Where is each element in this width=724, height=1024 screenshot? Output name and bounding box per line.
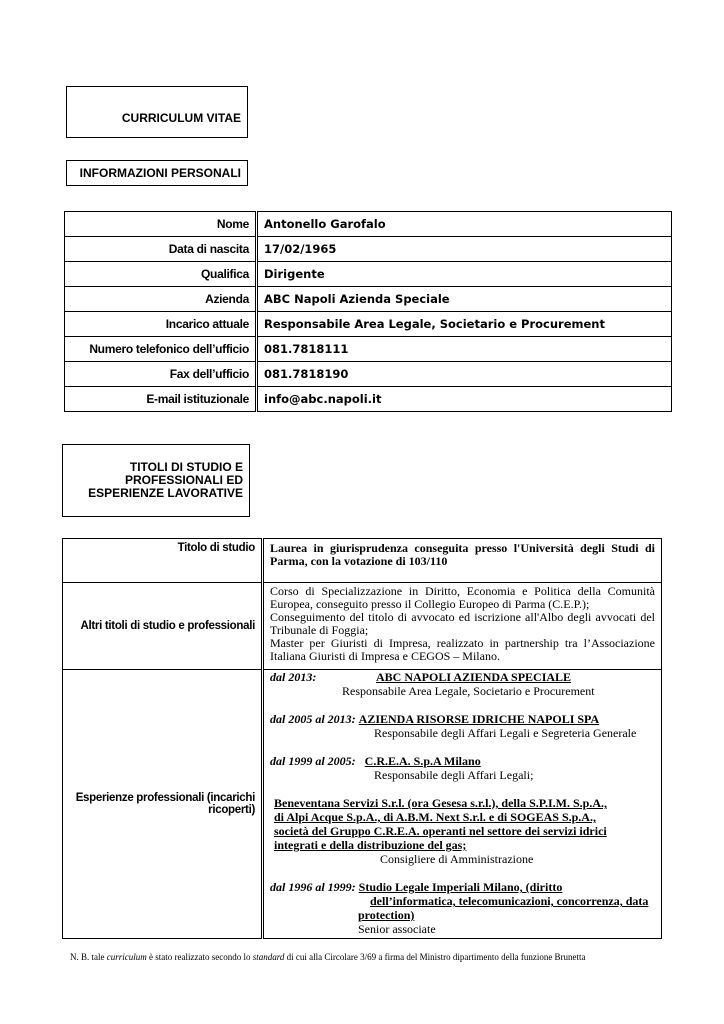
- exp4-org-line2: di Alpi Acque S.p.A., di A.B.M. Next S.r.l. e di SOGEAS S.p.A.,: [274, 810, 596, 824]
- exp3-period: dal 1999 al 2005:: [270, 754, 356, 768]
- other-title-3: Master per Giuristi di Impresa, realizzato in partnership tra l’Associazione Italiana Giuristi di Impresa e CEGOS – Milano.: [270, 636, 655, 663]
- phone-value: 081.7818111: [257, 337, 672, 362]
- other-title-1: Corso di Specializzazione in Diritto, Economia e Politica della Comunità Europea, conseguito presso il Collegio Europeo di Parma (C.E.P.);: [270, 584, 655, 611]
- other-titles-value: [263, 583, 662, 670]
- exp1-period: dal 2013:: [270, 670, 317, 684]
- exp3-org: C.R.E.A. S.p.A Milano: [364, 754, 481, 768]
- table-row: [63, 539, 662, 583]
- table-row: [65, 237, 672, 262]
- table-row: [65, 287, 672, 312]
- qualification-value: Dirigente: [257, 262, 672, 287]
- study-table: [62, 538, 662, 939]
- footer-text-pre: N. B. tale: [70, 952, 107, 962]
- degree-value: Laurea in giurisprudenza conseguita presso l'Università degli Studi di Parma, con la votazione di 103/110: [263, 539, 662, 583]
- table-row: [63, 583, 662, 670]
- list-item: [270, 712, 655, 726]
- email-label: E-mail istituzionale: [65, 387, 257, 412]
- other-titles-label: Altri titoli di studio e professionali: [63, 583, 263, 670]
- exp2-role: Responsabile degli Affari Legali e Segreteria Generale: [374, 726, 637, 740]
- exp4-org-line1: Beneventana Servizi S.r.l. (ora Gesesa s.r.l.), della S.P.I.M. S.p.A.,: [274, 796, 608, 810]
- exp2-org: AZIENDA RISORSE IDRICHE NAPOLI SPA: [358, 712, 600, 726]
- role-label: Incarico attuale: [65, 312, 257, 337]
- exp1-org: ABC NAPOLI AZIENDA SPECIALE: [376, 670, 572, 684]
- degree-label: Titolo di studio: [63, 539, 263, 583]
- personal-info-heading: INFORMAZIONI PERSONALI: [79, 166, 241, 180]
- exp5-period: dal 1996 al 1999: [270, 880, 352, 894]
- footer-curriculum: curriculum: [106, 952, 147, 962]
- footer-standard: standard: [252, 952, 285, 962]
- exp3-role: Responsabile degli Affari Legali;: [374, 768, 534, 782]
- birth-value: 17/02/1965: [257, 237, 672, 262]
- table-row: [65, 312, 672, 337]
- footer-note: [70, 952, 586, 962]
- name-value: Antonello Garofalo: [257, 212, 672, 237]
- list-item: dal 1996 al 1999: Studio Legale Imperiali Milano, (diritto: [270, 880, 563, 894]
- table-row: [65, 262, 672, 287]
- table-row: [65, 337, 672, 362]
- cv-title: CURRICULUM VITAE: [121, 111, 241, 125]
- exp4-org-line4: integrati e della distribuzione del gas;: [274, 838, 467, 852]
- table-row: [65, 362, 672, 387]
- exp5-org-line2: dell’informatica, telecomunicazioni, concorrenza, data: [370, 894, 649, 908]
- cv-title-box: [66, 86, 248, 138]
- exp5-org-line3: protection): [358, 908, 415, 922]
- experience-label: Esperienze professionali (incarichi ricoperti): [63, 670, 263, 939]
- table-row: [63, 670, 662, 939]
- phone-label: Numero telefonico dell’ufficio: [65, 337, 257, 362]
- email-value[interactable]: info@abc.napoli.it: [257, 387, 672, 412]
- personal-info-table: [64, 211, 672, 412]
- exp5-role: Senior associate: [358, 922, 436, 936]
- qualification-label: Qualifica: [65, 262, 257, 287]
- name-label: Nome: [65, 212, 257, 237]
- company-label: Azienda: [65, 287, 257, 312]
- table-row: [65, 212, 672, 237]
- experience-list: [263, 670, 662, 939]
- exp1-role: Responsabile Area Legale, Societario e Procurement: [342, 684, 595, 698]
- birth-label: Data di nascita: [65, 237, 257, 262]
- table-row: [65, 387, 672, 412]
- footer-text-post: di cui alla Circolare 3/69 a firma del Ministro dipartimento della funzione Brunetta: [284, 952, 586, 962]
- fax-label: Fax dell’ufficio: [65, 362, 257, 387]
- footer-text-mid: è stato realizzato secondo lo: [146, 952, 253, 962]
- list-item: [270, 754, 655, 768]
- fax-value: 081.7818190: [257, 362, 672, 387]
- study-heading: TITOLI DI STUDIO E PROFESSIONALI ED ESPERIENZE LAVORATIVE: [88, 460, 243, 500]
- role-value: Responsabile Area Legale, Societario e Procurement: [257, 312, 672, 337]
- company-value: ABC Napoli Azienda Speciale: [257, 287, 672, 312]
- exp4-role: Consigliere di Amministrazione: [380, 852, 534, 866]
- study-heading-box: [62, 444, 250, 517]
- list-item: [270, 670, 655, 684]
- personal-info-heading-box: [66, 160, 248, 186]
- other-title-2: Conseguimento del titolo di avvocato ed iscrizione all'Albo degli avvocati del Tribunale di Foggia;: [270, 610, 655, 637]
- exp2-period: dal 2005 al 2013:: [270, 712, 356, 726]
- exp4-org-line3: società del Gruppo C.R.E.A. operanti nel settore dei servizi idrici: [274, 824, 607, 838]
- exp5-org-line1: Studio Legale Imperiali Milano, (diritto: [358, 880, 563, 894]
